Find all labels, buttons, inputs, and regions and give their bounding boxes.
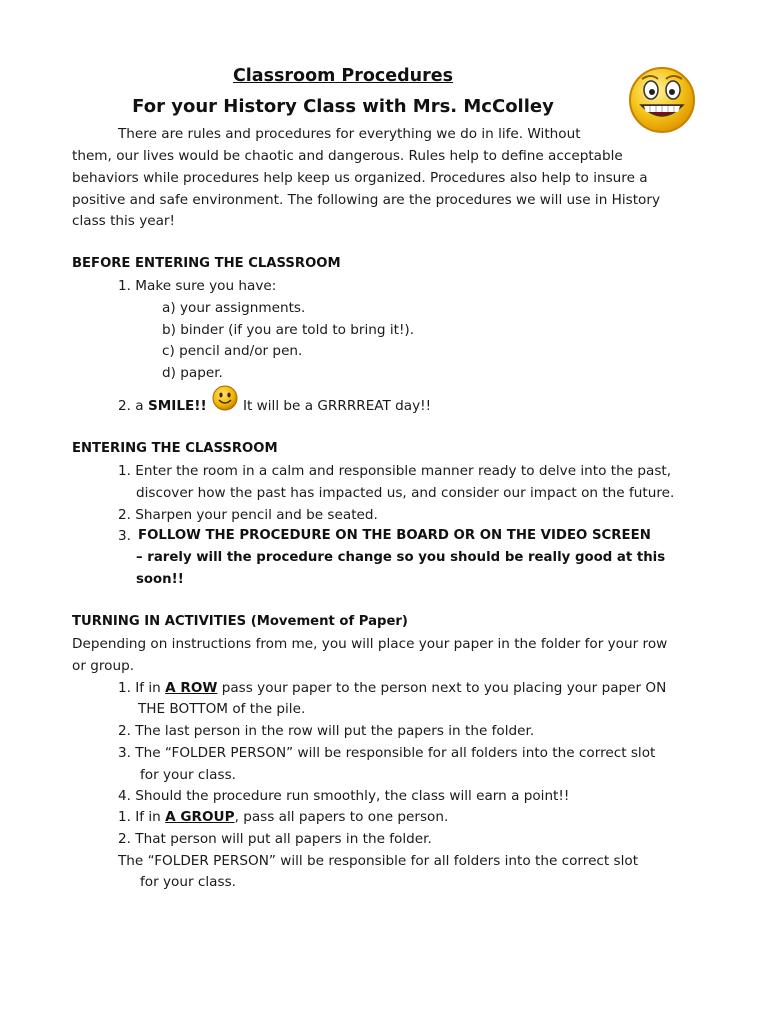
grinning-smiley-icon: [627, 65, 697, 135]
list-item-continuation: for your class.: [140, 767, 236, 783]
list-item-bold: FOLLOW THE PROCEDURE ON THE BOARD OR ON THE VIDEO SCREEN: [138, 528, 651, 543]
intro-line: There are rules and procedures for everything we do in life. Without: [118, 126, 581, 142]
smile-bold: SMILE!!: [147, 398, 207, 414]
intro-line: them, our lives would be chaotic and dangerous. Rules help to define acceptable: [72, 148, 623, 164]
smile-prefix: 2. a: [118, 398, 148, 414]
section-heading-turning: TURNING IN ACTIVITIES (Movement of Paper): [72, 614, 408, 629]
list-item: 2. The last person in the row will put the papers in the folder.: [118, 723, 535, 739]
list-subitem: b) binder (if you are told to bring it!).: [162, 322, 415, 338]
smile-suffix: It will be a GRRRREAT day!!: [243, 398, 432, 414]
list-item: 2. That person will put all papers in the folder.: [118, 831, 432, 847]
list-item-bold: – rarely will the procedure change so you should be really good at this: [136, 550, 666, 565]
group-prefix: 1. If in: [118, 809, 166, 825]
section-heading-entering: ENTERING THE CLASSROOM: [72, 441, 278, 456]
list-item: 4. Should the procedure run smoothly, the class will earn a point!!: [118, 788, 570, 804]
row-suffix: pass your paper to the person next to you placing your paper ON: [217, 680, 667, 696]
group-suffix: , pass all papers to one person.: [234, 809, 449, 825]
list-item: 1. Enter the room in a calm and responsible manner ready to delve into the past,: [118, 463, 672, 479]
intro-line: class this year!: [72, 213, 175, 229]
list-subitem: d) paper.: [162, 365, 223, 381]
paragraph-line: or group.: [72, 658, 135, 674]
intro-line: behaviors while procedures help keep us organized. Procedures also help to insure a: [72, 170, 648, 186]
list-item: The “FOLDER PERSON” will be responsible for all folders into the correct slot: [118, 853, 639, 869]
intro-line: positive and safe environment. The following are the procedures we will use in History: [72, 192, 661, 208]
list-item-row: [118, 677, 666, 699]
page-subtitle: For your History Class with Mrs. McColley: [132, 96, 554, 117]
row-bold: A ROW: [165, 680, 218, 696]
list-item: 1. Make sure you have:: [118, 278, 277, 294]
paragraph-line: Depending on instructions from me, you will place your paper in the folder for your row: [72, 636, 668, 652]
list-item-bold: soon!!: [136, 572, 184, 587]
smiley-icon: [212, 385, 238, 411]
list-item-continuation: THE BOTTOM of the pile.: [138, 701, 306, 717]
group-bold: A GROUP: [165, 809, 235, 825]
list-item: 3. The “FOLDER PERSON” will be responsible for all folders into the correct slot: [118, 745, 656, 761]
list-item: 2. Sharpen your pencil and be seated.: [118, 507, 378, 523]
list-item-continuation: for your class.: [140, 874, 236, 890]
list-item-number: 3.: [118, 528, 131, 544]
page-title: Classroom Procedures: [232, 66, 454, 86]
list-item-continuation: discover how the past has impacted us, and consider our impact on the future.: [136, 485, 675, 501]
list-subitem: c) pencil and/or pen.: [162, 343, 303, 359]
list-item-group: [118, 806, 448, 828]
list-item-smile: [118, 395, 207, 417]
row-prefix: 1. If in: [118, 680, 166, 696]
section-heading-before: BEFORE ENTERING THE CLASSROOM: [72, 256, 341, 271]
list-subitem: a) your assignments.: [162, 300, 306, 316]
